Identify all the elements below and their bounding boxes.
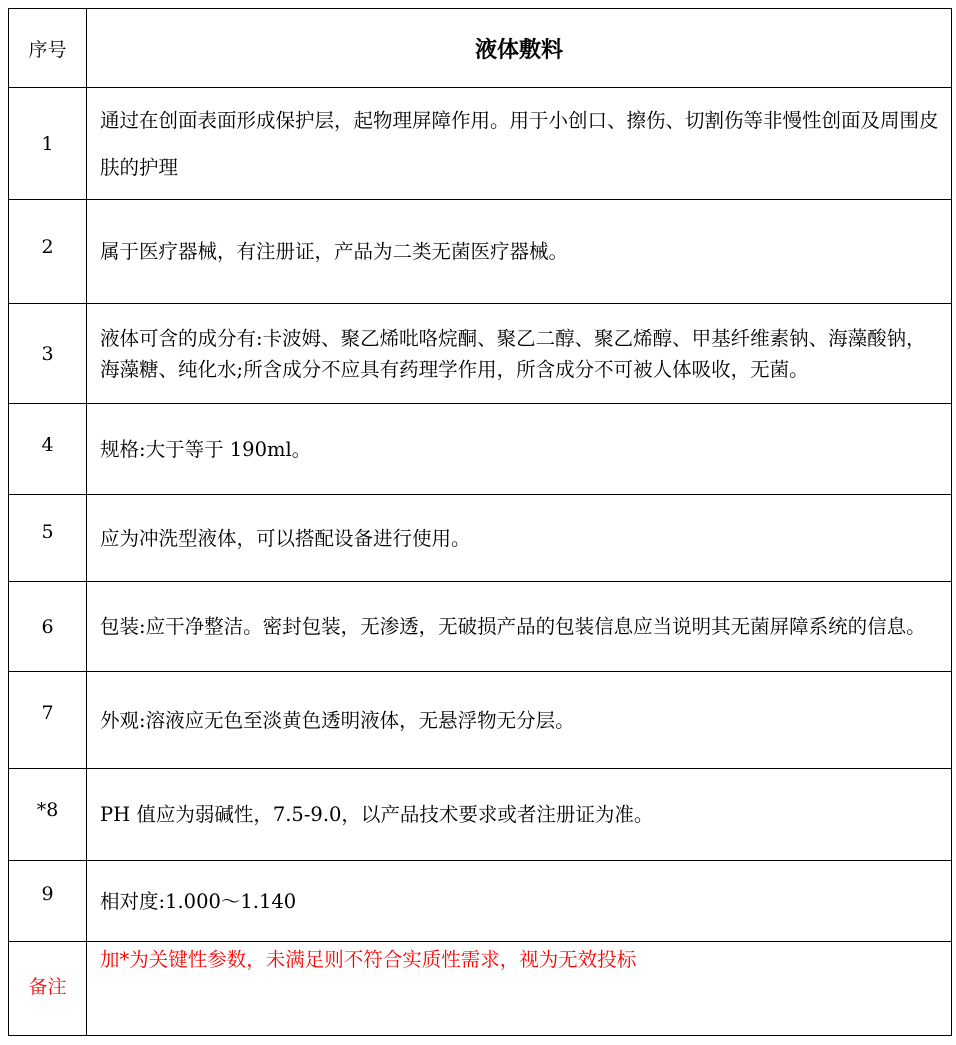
row-text: 通过在创面表面形成保护层，起物理屏障作用。用于小创口、擦伤、切割伤等非慢性创面及周围皮肤的护理 [87, 88, 952, 200]
table-row [9, 304, 952, 404]
row-number: 6 [9, 582, 87, 672]
table-row [9, 200, 952, 304]
row-text: 液体可含的成分有:卡波姆、聚乙烯吡咯烷酮、聚乙二醇、聚乙烯醇、甲基纤维素钠、海藻酸钠，海藻糖、纯化水;所含成分不应具有药理学作用，所含成分不可被人体吸收，无菌。 [87, 304, 952, 404]
row-text: 规格:大于等于 190ml。 [87, 404, 952, 495]
row-text: 相对度:1.000～1.140 [87, 861, 952, 942]
row-number: 3 [9, 304, 87, 404]
row-number: 9 [9, 861, 87, 942]
row-number: 7 [9, 672, 87, 769]
spec-table [8, 8, 952, 1036]
row-text: 外观:溶液应无色至淡黄色透明液体，无悬浮物无分层。 [87, 672, 952, 769]
row-text: 应为冲洗型液体，可以搭配设备进行使用。 [87, 495, 952, 582]
header-row [9, 9, 952, 88]
row-text: 属于医疗器械，有注册证，产品为二类无菌医疗器械。 [87, 200, 952, 304]
row-text: PH 值应为弱碱性，7.5-9.0，以产品技术要求或者注册证为准。 [87, 769, 952, 861]
table-row [9, 769, 952, 861]
remark-row [9, 942, 952, 1036]
row-number: 2 [9, 200, 87, 304]
row-text: 包装:应干净整洁。密封包装，无渗透，无破损产品的包装信息应当说明其无菌屏障系统的信息。 [87, 582, 952, 672]
header-title: 液体敷料 [87, 9, 952, 88]
table-row [9, 861, 952, 942]
header-number: 序号 [9, 9, 87, 88]
table-row [9, 495, 952, 582]
row-number: *8 [9, 769, 87, 861]
remark-label: 备注 [9, 942, 87, 1036]
table-row [9, 582, 952, 672]
table-row [9, 404, 952, 495]
remark-text: 加*为关键性参数，未满足则不符合实质性需求，视为无效投标 [87, 942, 952, 1036]
row-number: 1 [9, 88, 87, 200]
row-number: 4 [9, 404, 87, 495]
table-row [9, 88, 952, 200]
table-row [9, 672, 952, 769]
row-number: 5 [9, 495, 87, 582]
